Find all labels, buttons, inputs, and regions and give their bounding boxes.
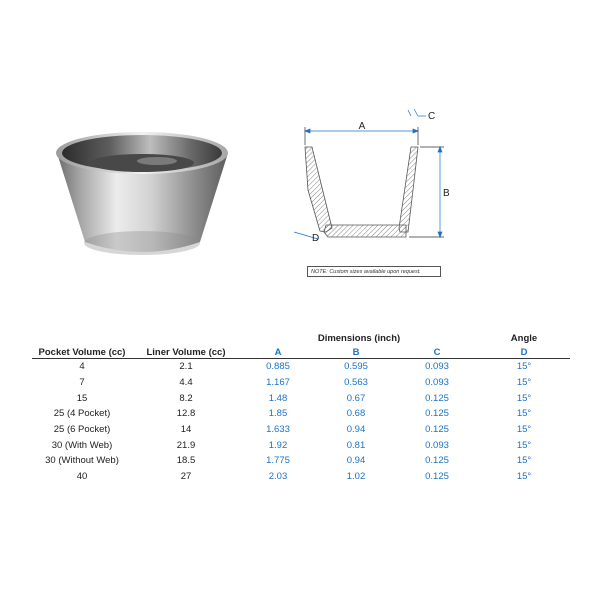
angle-d-cell: 15° [516, 455, 532, 467]
dim-c-cell: 0.093 [425, 361, 449, 373]
dim-a-cell: 1.775 [266, 455, 290, 467]
liner-volume-cell: 4.4 [179, 377, 193, 389]
subheader-a: A [274, 347, 282, 358]
dim-label-a: A [358, 121, 366, 132]
dim-a-cell: 1.167 [266, 377, 290, 389]
dim-b-cell: 0.81 [346, 439, 366, 451]
dim-b-cell: 0.68 [346, 408, 366, 420]
table-row [32, 422, 570, 438]
table-row [32, 469, 570, 485]
dim-a-cell: 1.633 [266, 424, 290, 436]
dim-a-cell: 1.48 [268, 392, 288, 404]
angle-d-cell: 15° [516, 471, 532, 483]
pocket-volume-cell: 15 [76, 392, 88, 404]
header-angle: Angle [510, 333, 538, 344]
angle-d-cell: 15° [516, 424, 532, 436]
pocket-volume-cell: 30 (With Web) [51, 439, 113, 451]
dim-c-cell: 0.125 [425, 392, 449, 404]
angle-d-cell: 15° [516, 408, 532, 420]
dim-b-cell: 1.02 [346, 471, 366, 483]
pocket-volume-cell: 4 [79, 361, 85, 373]
bottom-section [324, 225, 406, 237]
liner-volume-cell: 2.1 [179, 361, 193, 373]
left-wall-section [305, 147, 332, 232]
pocket-volume-cell: 30 (Without Web) [45, 455, 119, 467]
header-dimensions: Dimensions (inch) [317, 333, 401, 344]
dim-b-cell: 0.595 [344, 361, 368, 373]
dim-label-d: D [312, 233, 320, 244]
dim-label-b: B [443, 188, 450, 199]
liner-volume-cell: 27 [180, 471, 192, 483]
dim-c-cell: 0.125 [425, 455, 449, 467]
pocket-volume-cell: 40 [76, 471, 88, 483]
table-row [32, 375, 570, 391]
specifications-table [32, 330, 570, 485]
table-row [32, 406, 570, 422]
pocket-volume-cell: 7 [79, 377, 85, 389]
right-wall-section [399, 147, 418, 232]
table-row [32, 453, 570, 469]
dim-c-cell: 0.125 [425, 408, 449, 420]
dim-a-cell: 1.92 [268, 439, 288, 451]
dim-b-cell: 0.94 [346, 455, 366, 467]
liner-volume-cell: 12.8 [176, 408, 196, 420]
dim-a-cell: 1.85 [268, 408, 288, 420]
header-pocket-volume: Pocket Volume (cc) [38, 347, 126, 358]
dim-c-cell: 0.125 [425, 471, 449, 483]
angle-d-cell: 15° [516, 377, 532, 389]
liner-volume-cell: 14 [180, 424, 192, 436]
table-row [32, 359, 570, 375]
subheader-b: B [352, 347, 360, 358]
table-row [32, 437, 570, 453]
dim-b-cell: 0.67 [346, 392, 366, 404]
table-row [32, 390, 570, 406]
dim-b-cell: 0.563 [344, 377, 368, 389]
subheader-c: C [433, 347, 441, 358]
angle-d-cell: 15° [516, 361, 532, 373]
liner-volume-cell: 21.9 [176, 439, 196, 451]
dim-c-cell: 0.125 [425, 424, 449, 436]
crucible-liner-photo [45, 125, 240, 265]
subheader-d: D [520, 347, 528, 358]
angle-d-cell: 15° [516, 439, 532, 451]
custom-sizes-note: NOTE: Custom sizes available upon request. [307, 266, 441, 277]
dim-a-cell: 0.885 [266, 361, 290, 373]
header-liner-volume: Liner Volume (cc) [146, 347, 226, 358]
liner-volume-cell: 18.5 [176, 455, 196, 467]
pocket-volume-cell: 25 (4 Pocket) [53, 408, 111, 420]
dim-a-cell: 2.03 [268, 471, 288, 483]
cross-section-diagram [280, 100, 460, 285]
pocket-volume-cell: 25 (6 Pocket) [53, 424, 111, 436]
dim-b-cell: 0.94 [346, 424, 366, 436]
dim-c-cell: 0.093 [425, 439, 449, 451]
angle-d-cell: 15° [516, 392, 532, 404]
dim-label-c: C [428, 111, 436, 122]
liner-volume-cell: 8.2 [179, 392, 193, 404]
dim-c-cell: 0.093 [425, 377, 449, 389]
